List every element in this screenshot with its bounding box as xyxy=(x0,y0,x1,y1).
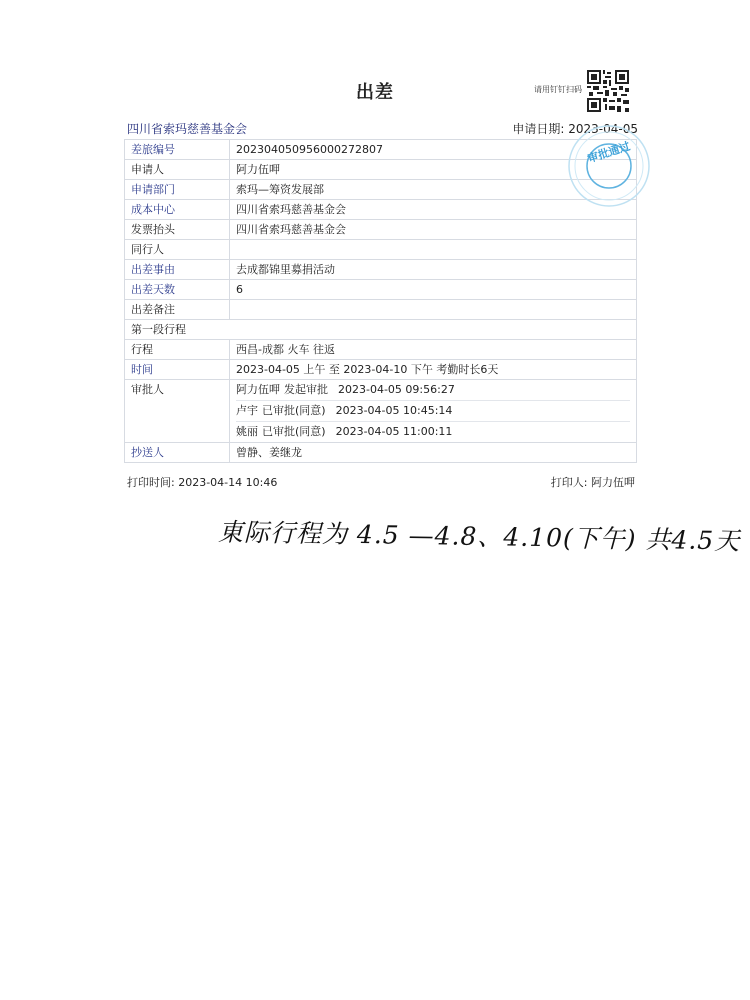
field-label-companions: 同行人 xyxy=(125,240,230,260)
approver-time: 2023-04-05 10:45:14 xyxy=(335,404,453,417)
qr-scan-label: 请用钉钉扫码 xyxy=(534,85,582,94)
field-label-reason: 出差事由 xyxy=(125,260,230,280)
field-value-remarks xyxy=(230,300,637,320)
segment-header-row xyxy=(125,320,637,340)
organization-name: 四川省索玛慈善基金会 xyxy=(127,122,248,136)
approval-stamp-text: 审批通过 xyxy=(585,139,632,166)
approver-name: 阿力伍呷 xyxy=(236,383,280,396)
field-label-route: 行程 xyxy=(125,340,230,360)
approval-stamp-icon xyxy=(565,122,653,210)
document-title: 出差 xyxy=(356,82,394,103)
trip-details-table xyxy=(124,139,637,463)
field-value-applicant: 阿力伍呷 xyxy=(230,160,637,180)
field-row xyxy=(125,360,637,380)
field-label-applicant: 申请人 xyxy=(125,160,230,180)
field-value-invoice-title: 四川省索玛慈善基金会 xyxy=(230,220,637,240)
field-row xyxy=(125,240,637,260)
field-row xyxy=(125,220,637,240)
apply-date-value: 2023-04-05 xyxy=(568,122,638,136)
field-row xyxy=(125,300,637,320)
print-time xyxy=(127,474,277,490)
field-label-cost-center: 成本中心 xyxy=(125,200,230,220)
print-time-value: 2023-04-14 10:46 xyxy=(178,476,278,489)
field-value-time: 2023-04-05 上午 至 2023-04-10 下午 考勤时长6天 xyxy=(230,360,637,380)
field-row xyxy=(125,180,637,200)
field-label-days: 出差天数 xyxy=(125,280,230,300)
approver-status: 已审批(同意) xyxy=(262,425,326,438)
approval-row xyxy=(125,380,637,443)
field-label-invoice-title: 发票抬头 xyxy=(125,220,230,240)
approver-list xyxy=(230,380,637,443)
segment-title: 第一段行程 xyxy=(125,320,637,340)
apply-date-label: 申请日期: xyxy=(512,122,565,136)
field-label-remarks: 出差备注 xyxy=(125,300,230,320)
printer-value: 阿力伍呷 xyxy=(591,476,635,489)
field-row xyxy=(125,260,637,280)
field-value-companions xyxy=(230,240,637,260)
field-row xyxy=(125,160,637,180)
field-label-department: 申请部门 xyxy=(125,180,230,200)
field-row xyxy=(125,340,637,360)
approver-status: 已审批(同意) xyxy=(262,404,326,417)
printer-label: 打印人: xyxy=(550,476,588,489)
field-row xyxy=(125,140,637,160)
approver-status: 发起审批 xyxy=(284,383,328,396)
field-value-department: 索玛—筹资发展部 xyxy=(230,180,637,200)
field-label-trip-no: 差旅编号 xyxy=(125,140,230,160)
field-value-cost-center: 四川省索玛慈善基金会 xyxy=(230,200,637,220)
field-value-route: 西昌-成都 火车 往返 xyxy=(230,340,637,360)
field-value-days: 6 xyxy=(230,280,637,300)
field-label-cc: 抄送人 xyxy=(125,443,230,463)
field-value-cc: 曾静、姜继龙 xyxy=(230,443,637,463)
field-row xyxy=(125,280,637,300)
field-label-approvers: 审批人 xyxy=(125,380,230,443)
field-value-trip-no: 202304050956000272807 xyxy=(230,140,637,160)
handwritten-note: 東际行程为 4.5 —4.8、4.10(下午) 共4.5天 xyxy=(217,517,741,556)
field-label-time: 时间 xyxy=(125,360,230,380)
qr-code-icon[interactable] xyxy=(587,70,629,112)
approver-name: 姚丽 xyxy=(236,425,258,438)
approver-entry xyxy=(236,380,630,400)
field-row xyxy=(125,443,637,463)
approver-name: 卢宇 xyxy=(236,404,258,417)
approver-entry xyxy=(236,400,630,421)
print-time-label: 打印时间: xyxy=(127,476,175,489)
printer xyxy=(551,474,635,490)
approver-entry xyxy=(236,421,630,442)
field-value-reason: 去成都锦里募捐活动 xyxy=(230,260,637,280)
approver-time: 2023-04-05 09:56:27 xyxy=(338,383,455,396)
field-row xyxy=(125,200,637,220)
approver-time: 2023-04-05 11:00:11 xyxy=(335,425,453,438)
